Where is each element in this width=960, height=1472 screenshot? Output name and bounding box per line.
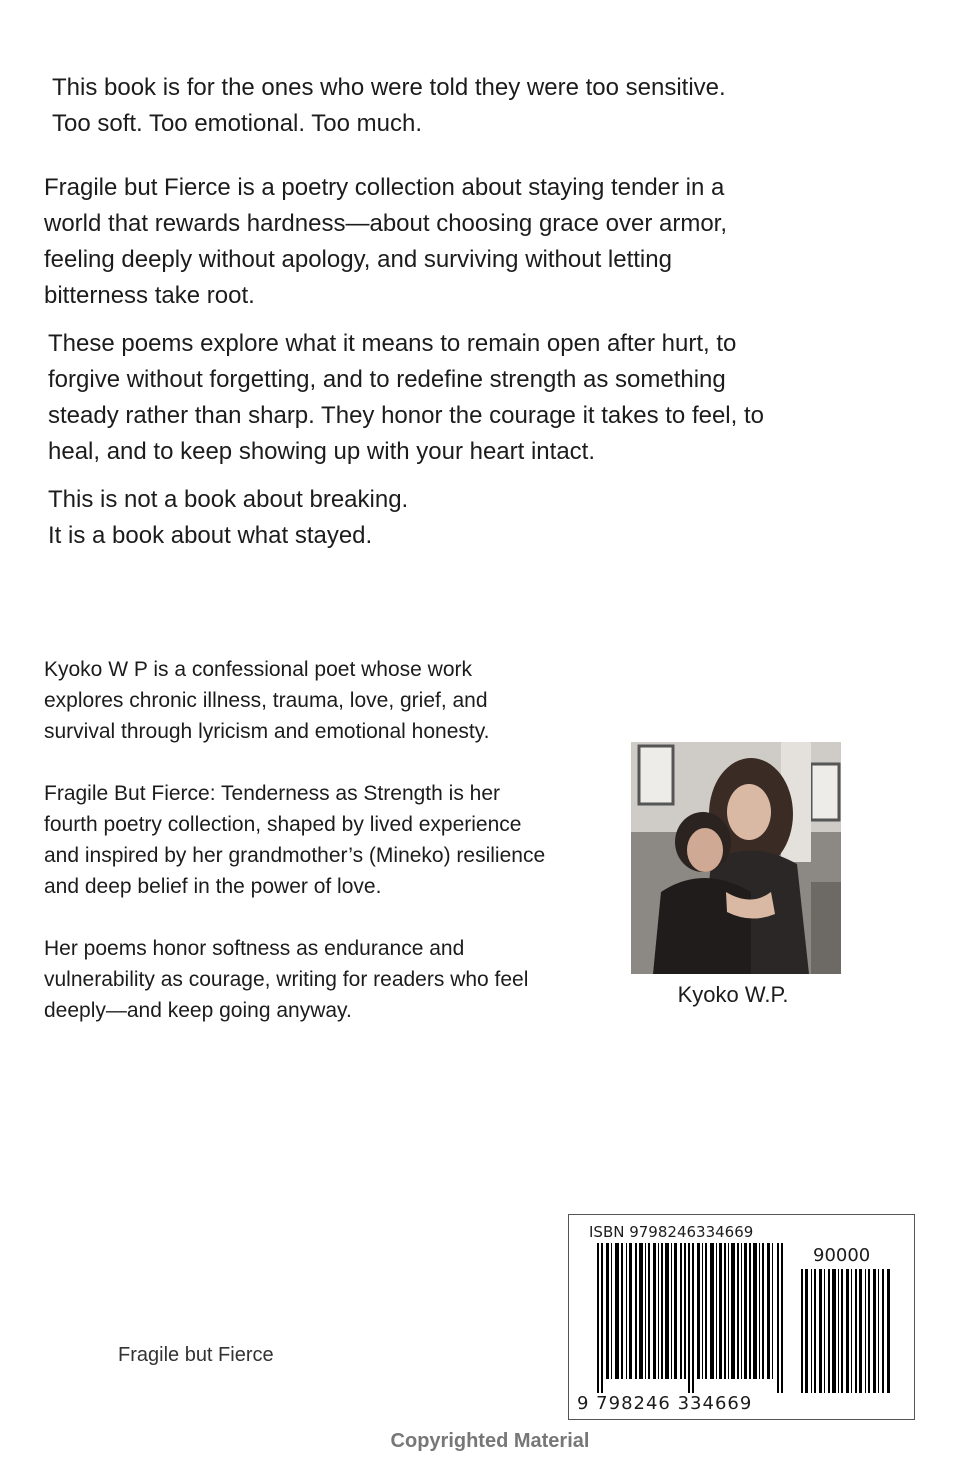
bio-line: explores chronic illness, trauma, love, grief, and (44, 689, 488, 712)
blurb-line: feeling deeply without apology, and surviving without letting (44, 246, 672, 273)
bio-line: Her poems honor softness as endurance and (44, 937, 465, 960)
barcode-addon-number: 90000 (813, 1245, 871, 1266)
blurb-line: This is not a book about breaking. (48, 486, 409, 513)
blurb-line: These poems explore what it means to remain open after hurt, to (48, 330, 737, 357)
blurb-line: Fragile but Fierce is a poetry collection about staying tender in a (44, 174, 725, 201)
bio-line: and deep belief in the power of love. (44, 875, 382, 898)
bio-line: deeply—and keep going anyway. (44, 999, 352, 1022)
isbn-barcode (568, 1214, 915, 1420)
blurb-line: forgive without forgetting, and to redefine strength as something (48, 366, 726, 393)
footer-book-title: Fragile but Fierce (118, 1344, 274, 1366)
blurb-line: world that rewards hardness—about choosing grace over armor, (44, 210, 728, 237)
blurb-line: steady rather than sharp. They honor the courage it takes to feel, to (48, 402, 764, 429)
bio-line: Kyoko W P is a confessional poet whose work (44, 658, 472, 681)
barcode-addon-bars (801, 1269, 893, 1393)
author-photo (631, 742, 841, 974)
barcode-bars (597, 1243, 787, 1393)
bio-line: survival through lyricism and emotional honesty. (44, 720, 490, 743)
blurb-line: bitterness take root. (44, 282, 255, 309)
isbn-label: ISBN 9798246334669 (589, 1223, 754, 1241)
blurb-line: This book is for the ones who were told they were too sensitive. (52, 74, 726, 101)
copyright-notice: Copyrighted Material (390, 1430, 590, 1452)
blurb-line: It is a book about what stayed. (48, 522, 373, 549)
blurb-line: heal, and to keep showing up with your heart intact. (48, 438, 596, 465)
bio-line: Fragile But Fierce: Tenderness as Strength is her (44, 782, 501, 805)
bio-line: vulnerability as courage, writing for readers who feel (44, 968, 529, 991)
barcode-digits: 9 798246 334669 (577, 1393, 753, 1414)
bio-line: fourth poetry collection, shaped by lived experience (44, 813, 522, 836)
blurb-line: Too soft. Too emotional. Too much. (52, 110, 422, 137)
bio-line: and inspired by her grandmother’s (Mineko) resilience (44, 844, 546, 867)
photo-caption: Kyoko W.P. (677, 982, 789, 1007)
author-photo-illustration (631, 742, 841, 974)
